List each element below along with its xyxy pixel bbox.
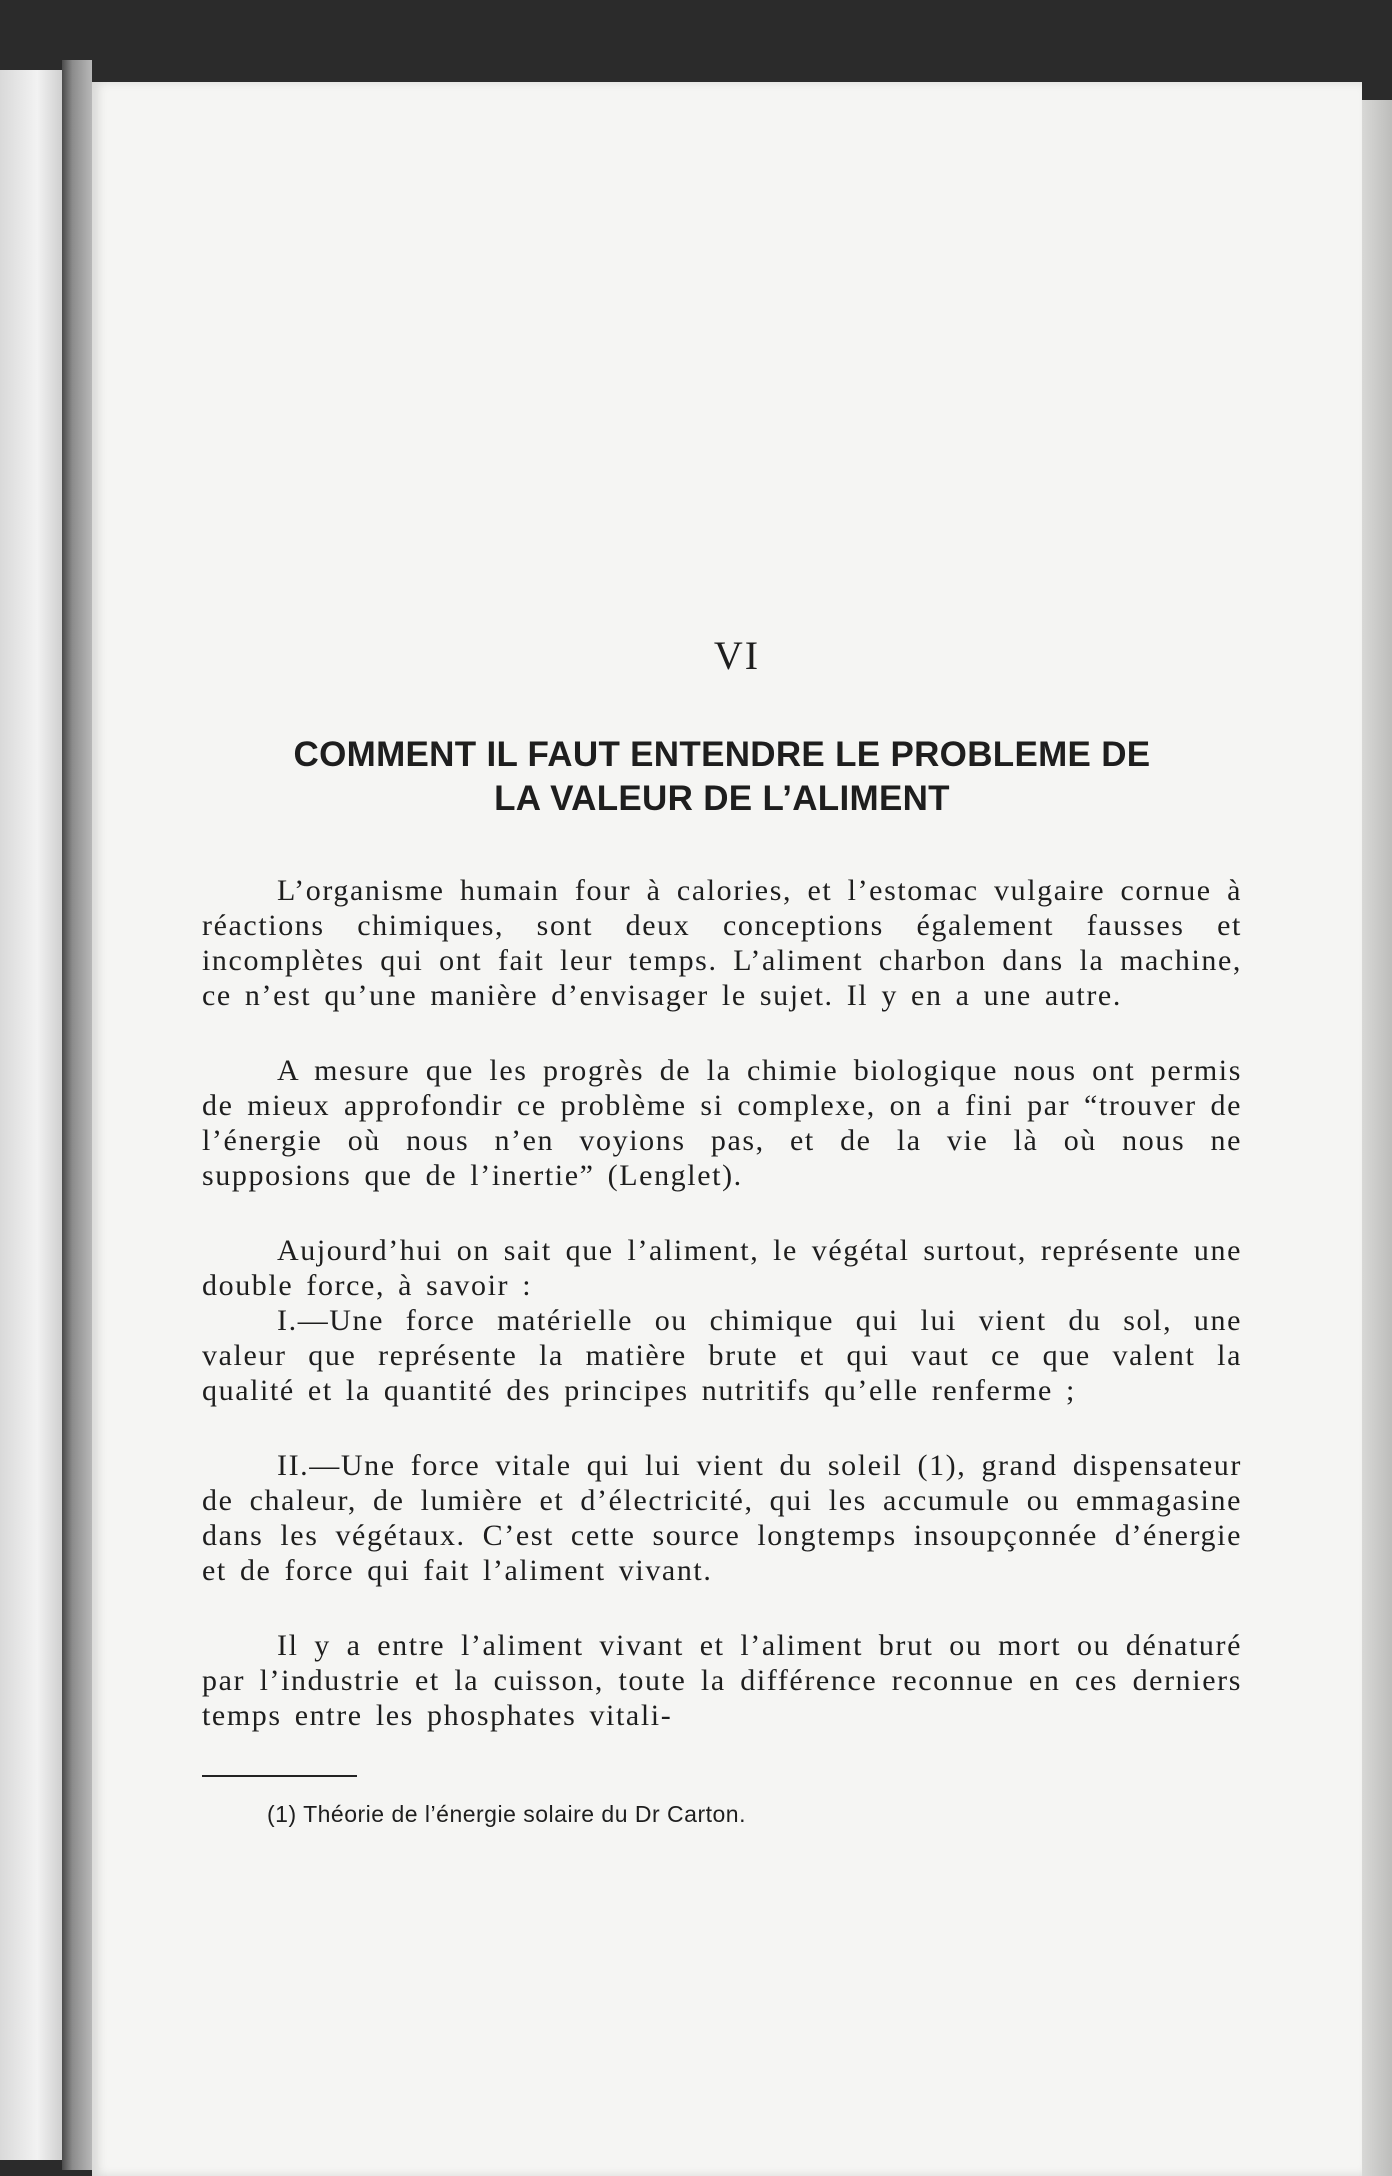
paragraph-5: II.—Une force vitale qui lui vient du soleil (1), grand dispensateur de chaleur, de lumière et d’électricité, qui les accumule ou emmagasine dans les végétaux. C’est cette source longtemps insoupçonnée d’énergie et de force qui fait l’aliment vivant. <box>202 1449 1242 1587</box>
body-text <box>202 873 1242 1733</box>
book-gutter <box>62 60 92 2170</box>
paragraph-2: A mesure que les progrès de la chimie biologique nous ont permis de mieux approfondir ce problème si complexe, on a fini par “trouver de l’énergie où nous n’en voyions pas, et de la vie là où nous ne supposions que de l’inertie” (Lenglet). <box>202 1054 1242 1192</box>
chapter-title <box>202 733 1242 821</box>
paragraph-1: L’organisme humain four à calories, et l’estomac vulgaire cornue à réactions chimiques, sont deux conceptions également fausses et incomplètes qui ont fait leur temps. L’aliment charbon dans la machine, ce n’est qu’une manière d’envisager le sujet. Il y en a une autre. <box>202 874 1242 1012</box>
page-stack-edge <box>1362 100 1392 2176</box>
previous-page-edge <box>0 70 62 2160</box>
chapter-number: VI <box>713 633 761 678</box>
paragraph-6: Il y a entre l’aliment vivant et l’aliment brut ou mort ou dénaturé par l’industrie et la cuisson, toute la différence reconnue en ces derniers temps entre les phosphates vitali- <box>202 1629 1242 1732</box>
chapter-title-line-2: LA VALEUR DE L’ALIMENT <box>494 779 950 818</box>
footnote: (1) Théorie de l’énergie solaire du Dr Carton. <box>267 1801 746 1827</box>
footnote-rule <box>202 1775 357 1777</box>
paragraph-4: I.—Une force matérielle ou chimique qui lui vient du sol, une valeur que représente la matière brute et qui vaut ce que valent la qualité et la quantité des principes nutritifs qu’elle renferme ; <box>202 1304 1242 1407</box>
page-content <box>202 552 1242 1828</box>
paragraph-3: Aujourd’hui on sait que l’aliment, le végétal surtout, représente une double force, à savoir : <box>202 1234 1242 1302</box>
book-page <box>92 82 1362 2176</box>
chapter-title-line-1: COMMENT IL FAUT ENTENDRE LE PROBLEME DE <box>293 735 1151 774</box>
